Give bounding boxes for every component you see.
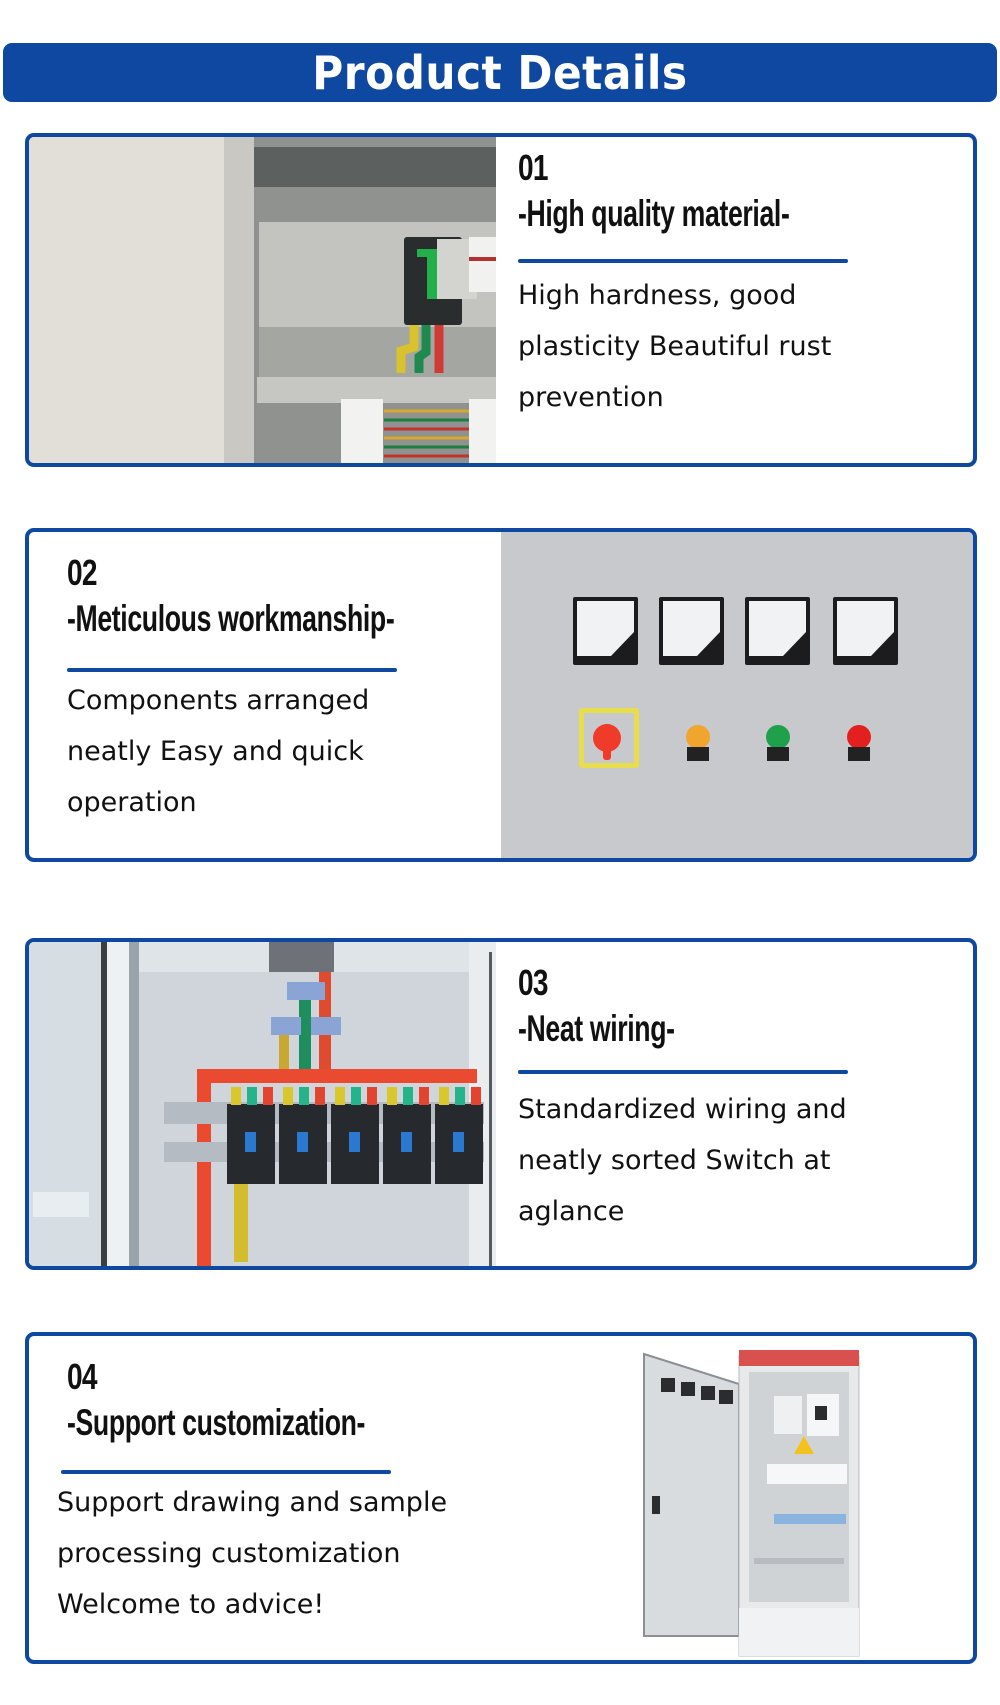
busbar-wiring-photo [29,942,496,1266]
busbar-wiring-image-icon [29,942,496,1266]
feature-description: Support drawing and sample processing customization Welcome to advice! [57,1487,448,1620]
feature-card-1 [25,133,977,467]
distribution-cabinet-photo [589,1336,973,1660]
control-panel-image-icon [501,532,973,858]
title-underline [518,1070,848,1074]
title-underline [67,668,397,672]
feature-number: 03 [518,962,548,1003]
feature-card-3-text [496,942,973,1266]
feature-card-3 [25,938,977,1270]
feature-card-4 [25,1332,977,1664]
feature-number: 02 [67,552,97,593]
control-panel-photo [501,532,973,858]
title-underline [61,1470,391,1474]
feature-number: 01 [518,147,548,188]
feature-card-1-text [496,137,973,463]
cabinet-interior-image-icon [29,137,496,463]
feature-title: -High quality material- [518,193,790,234]
feature-description: Standardized wiring and neatly sorted Switch at aglance [518,1094,847,1227]
feature-card-2 [25,528,977,862]
product-details-header [3,43,997,102]
feature-number: 04 [67,1356,97,1397]
feature-card-2-text [29,532,501,858]
feature-title: -Neat wiring- [518,1008,675,1049]
cabinet-interior-photo [29,137,496,463]
feature-title: -Support customization- [67,1402,366,1443]
feature-card-4-text [29,1336,589,1660]
distribution-cabinet-image-icon [589,1336,973,1660]
page-title: Product Details [312,45,688,100]
feature-title: -Meticulous workmanship- [67,598,395,639]
feature-description: Components arranged neatly Easy and quick operation [67,685,370,818]
feature-description: High hardness, good plasticity Beautiful rust prevention [518,280,832,413]
title-underline [518,259,848,263]
